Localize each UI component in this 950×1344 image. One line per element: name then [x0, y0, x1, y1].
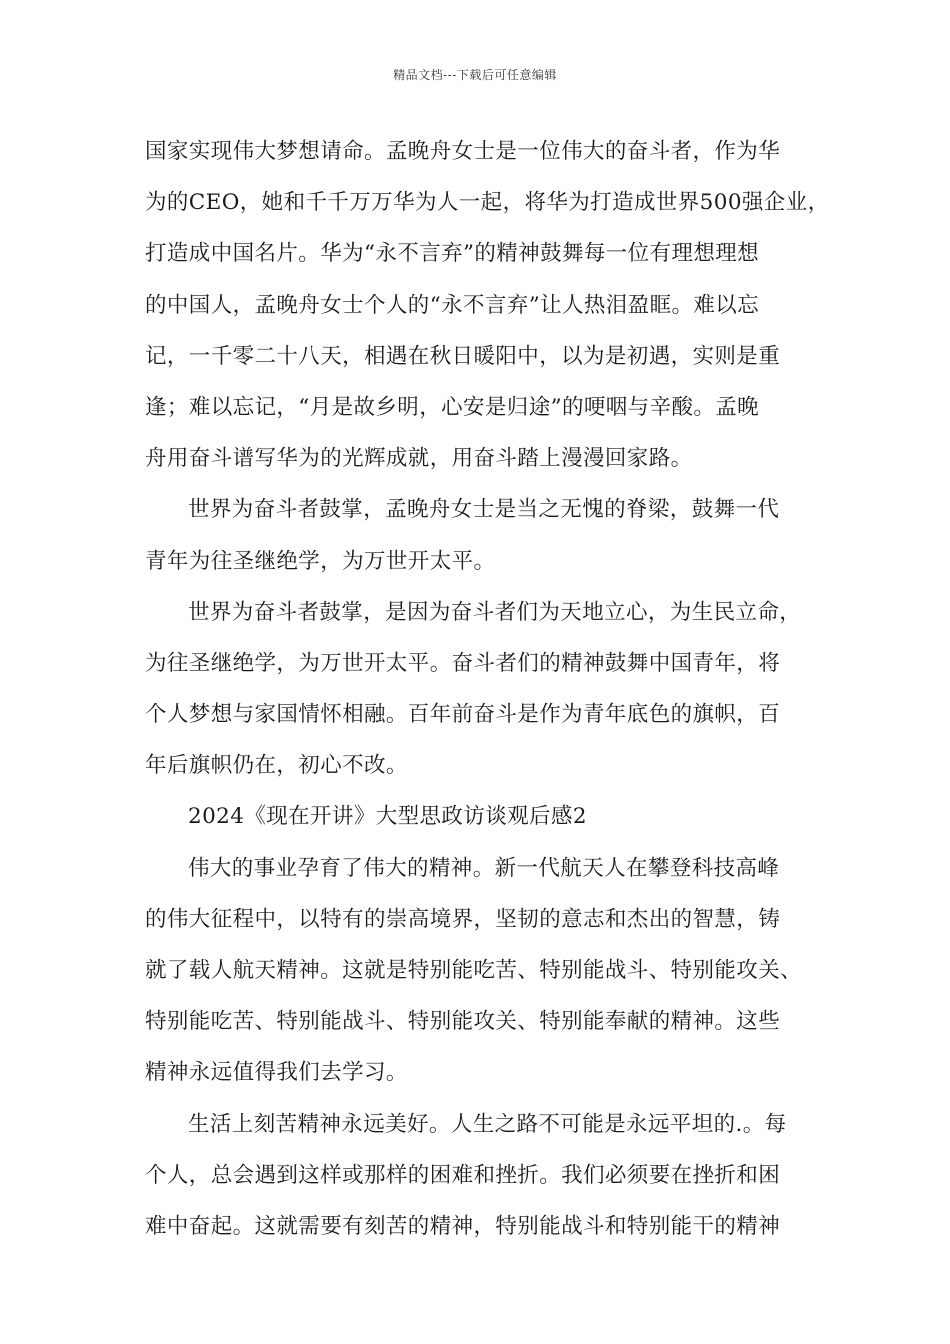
document-body: [145, 130, 830, 1256]
text-line: 世界为奋斗者鼓掌，是因为奋斗者们为天地立心，为生民立命，: [188, 599, 802, 625]
text-line: 为的CEO，她和千千万万华为人一起，将华为打造成世界500强企业，: [145, 190, 830, 216]
text-line: 个人梦想与家国情怀相融。百年前奋斗是作为青年底色的旗帜，百: [145, 702, 781, 728]
text-line: 就了载人航天精神。这就是特别能吃苦、特别能战斗、特别能攻关、: [145, 958, 803, 983]
text-line: 精神永远值得我们去学习。: [145, 1060, 408, 1086]
text-line: 2024《现在开讲》大型思政访谈观后感2: [188, 804, 587, 830]
text-line: 年后旗帜仍在，初心不改。: [145, 753, 408, 779]
text-line: 世界为奋斗者鼓掌，孟晚舟女士是当之无愧的脊梁，鼓舞一代: [188, 497, 780, 523]
text-line: 特别能吃苦、特别能战斗、特别能攻关、特别能奉献的精神。这些: [145, 1009, 781, 1035]
text-line: 逢；难以忘记，“月是故乡明，心安是归途”的哽咽与辛酸。孟晚: [145, 394, 760, 420]
text-line: 个人，总会遇到这样或那样的困难和挫折。我们必须要在挫折和困: [145, 1162, 781, 1188]
text-line: 伟大的事业孕育了伟大的精神。新一代航天人在攀登科技高峰: [188, 855, 780, 881]
text-line: 打造成中国名片。华为“永不言弃”的精神鼓舞每一位有理想理想: [145, 241, 760, 267]
text-line: 的中国人，孟晚舟女士个人的“永不言弃”让人热泪盈眶。难以忘: [145, 292, 760, 318]
page-header: 精品文档---下载后可任意编辑: [393, 68, 557, 82]
text-line: 生活上刻苦精神永远美好。人生之路不可能是永远平坦的.。每: [188, 1111, 787, 1137]
text-line: 舟用奋斗谱写华为的光辉成就，用奋斗踏上漫漫回家路。: [145, 446, 693, 472]
text-line: 国家实现伟大梦想请命。孟晚舟女士是一位伟大的奋斗者，作为华: [145, 139, 781, 164]
text-line: 记，一千零二十八天，相遇在秋日暖阳中，以为是初遇，实则是重: [145, 343, 781, 369]
text-line: 青年为往圣继绝学，为万世开太平。: [145, 548, 496, 574]
text-line: 为往圣继绝学，为万世开太平。奋斗者们的精神鼓舞中国青年，将: [145, 650, 781, 676]
text-line: 难中奋起。这就需要有刻苦的精神，特别能战斗和特别能干的精神: [145, 1213, 781, 1239]
text-line: 的伟大征程中，以特有的崇高境界，坚韧的意志和杰出的智慧，铸: [145, 906, 781, 932]
